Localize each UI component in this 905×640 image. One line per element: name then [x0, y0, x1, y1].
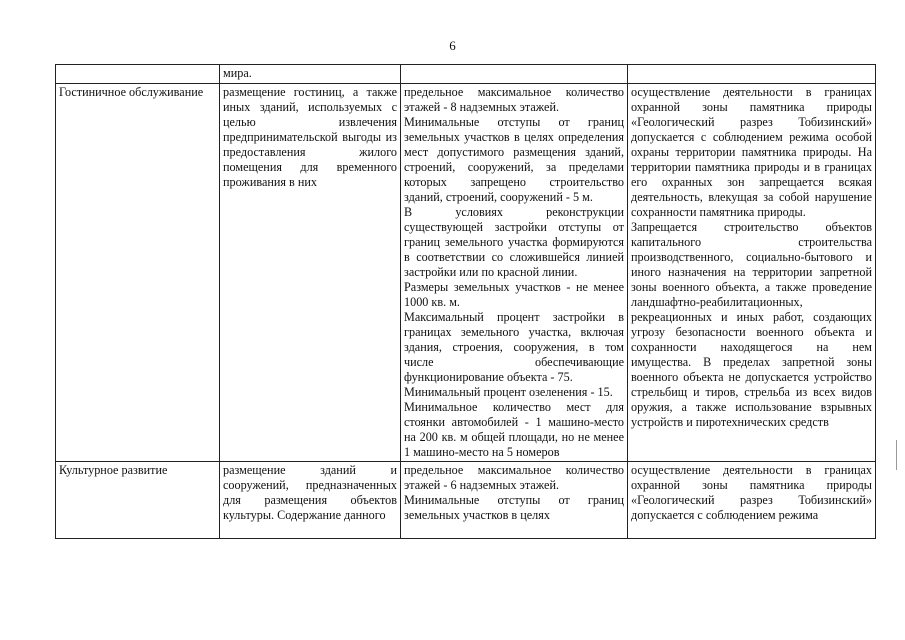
- parameter-paragraph: Минимальные отступы от границ земельных участков в целях определения мест допустимого размещения зданий, строений, сооружений, за пределами которых запрещено строительство зданий, строений, сооружений - 5 м.: [404, 115, 624, 204]
- cell-use-name: Культурное развитие: [56, 462, 220, 539]
- parameter-paragraph: Минимальное количество мест для стоянки автомобилей - 1 машино-место на 200 кв. м общей площади, но не менее 1 машино-место на 5 номеров: [404, 400, 624, 459]
- restriction-paragraph: осуществление деятельности в границах охранной зоны памятника природы «Геологический разрез Тобизинский» допускается с соблюдением режима особой охраны территории памятника природы. На территории памятника природы и в границах его охранных зон запрещается всякая деятельность, влекущая за собой нарушение сохранности памятника природы.: [631, 85, 872, 219]
- parameter-paragraph: Минимальные отступы от границ земельных участков в целях: [404, 493, 624, 522]
- scan-margin-mark: [896, 440, 897, 470]
- cell-use-description: [220, 84, 401, 462]
- cell-use-description: [220, 462, 401, 539]
- cell-use-name: [56, 65, 220, 84]
- cell-use-name: Гостиничное обслуживание: [56, 84, 220, 462]
- cell-restrictions: [628, 84, 876, 462]
- description-paragraph: размещение гостиниц, а также иных зданий, используемых с целью извлечения предпринимательской выгоды из предоставления жилого помещения для временного проживания в них: [223, 85, 397, 189]
- description-paragraph: мира.: [223, 66, 252, 80]
- parameter-paragraph: Размеры земельных участков - не менее 1000 кв. м.: [404, 280, 624, 309]
- parameter-paragraph: предельное максимальное количество этажей - 6 надземных этажей.: [404, 463, 624, 492]
- restriction-paragraph: осуществление деятельности в границах охранной зоны памятника природы «Геологический разрез Тобизинский» допускается с соблюдением режима: [631, 463, 872, 522]
- parameter-paragraph: В условиях реконструкции существующей застройки отступы от границ земельного участка формируются в соответствии со сложившейся линией застройки или по красной линии.: [404, 205, 624, 279]
- cell-use-description: [220, 65, 401, 84]
- cell-restrictions: [628, 65, 876, 84]
- parameter-paragraph: Минимальный процент озеленения - 15.: [404, 385, 613, 399]
- page-number: 6: [449, 38, 456, 53]
- table-row-hotel-service: [56, 84, 876, 462]
- parameter-paragraph: Максимальный процент застройки в границах земельного участка, включая здания, строения, сооружения, в том числе обеспечивающие функционирование объекта - 75.: [404, 310, 624, 384]
- cell-parameters: [401, 462, 628, 539]
- cell-parameters: [401, 65, 628, 84]
- parameter-paragraph: предельное максимальное количество этажей - 8 надземных этажей.: [404, 85, 624, 114]
- description-paragraph: размещение зданий и сооружений, предназначенных для размещения объектов культуры. Содержание данного: [223, 463, 397, 522]
- cell-parameters: [401, 84, 628, 462]
- table-row-continuation: [56, 65, 876, 84]
- cell-restrictions: [628, 462, 876, 539]
- restriction-paragraph: Запрещается строительство объектов капитального строительства производственного, социально-бытового и иного назначения на территории запретной зоны военного объекта, а также проведение ландшафтно-реабилитационных, рекреационных и иных работ, создающих угрозу безопасности военного объекта и сохранности находящегося на нем имущества. В пределах запретной зоны военного объекта не допускается устройство стрельбищ и тиров, стрельба из всех видов оружия, а также использование взрывных устройств и пиротехнических средств: [631, 220, 872, 429]
- regulations-table: [55, 64, 876, 539]
- table-row-cultural-development: [56, 462, 876, 539]
